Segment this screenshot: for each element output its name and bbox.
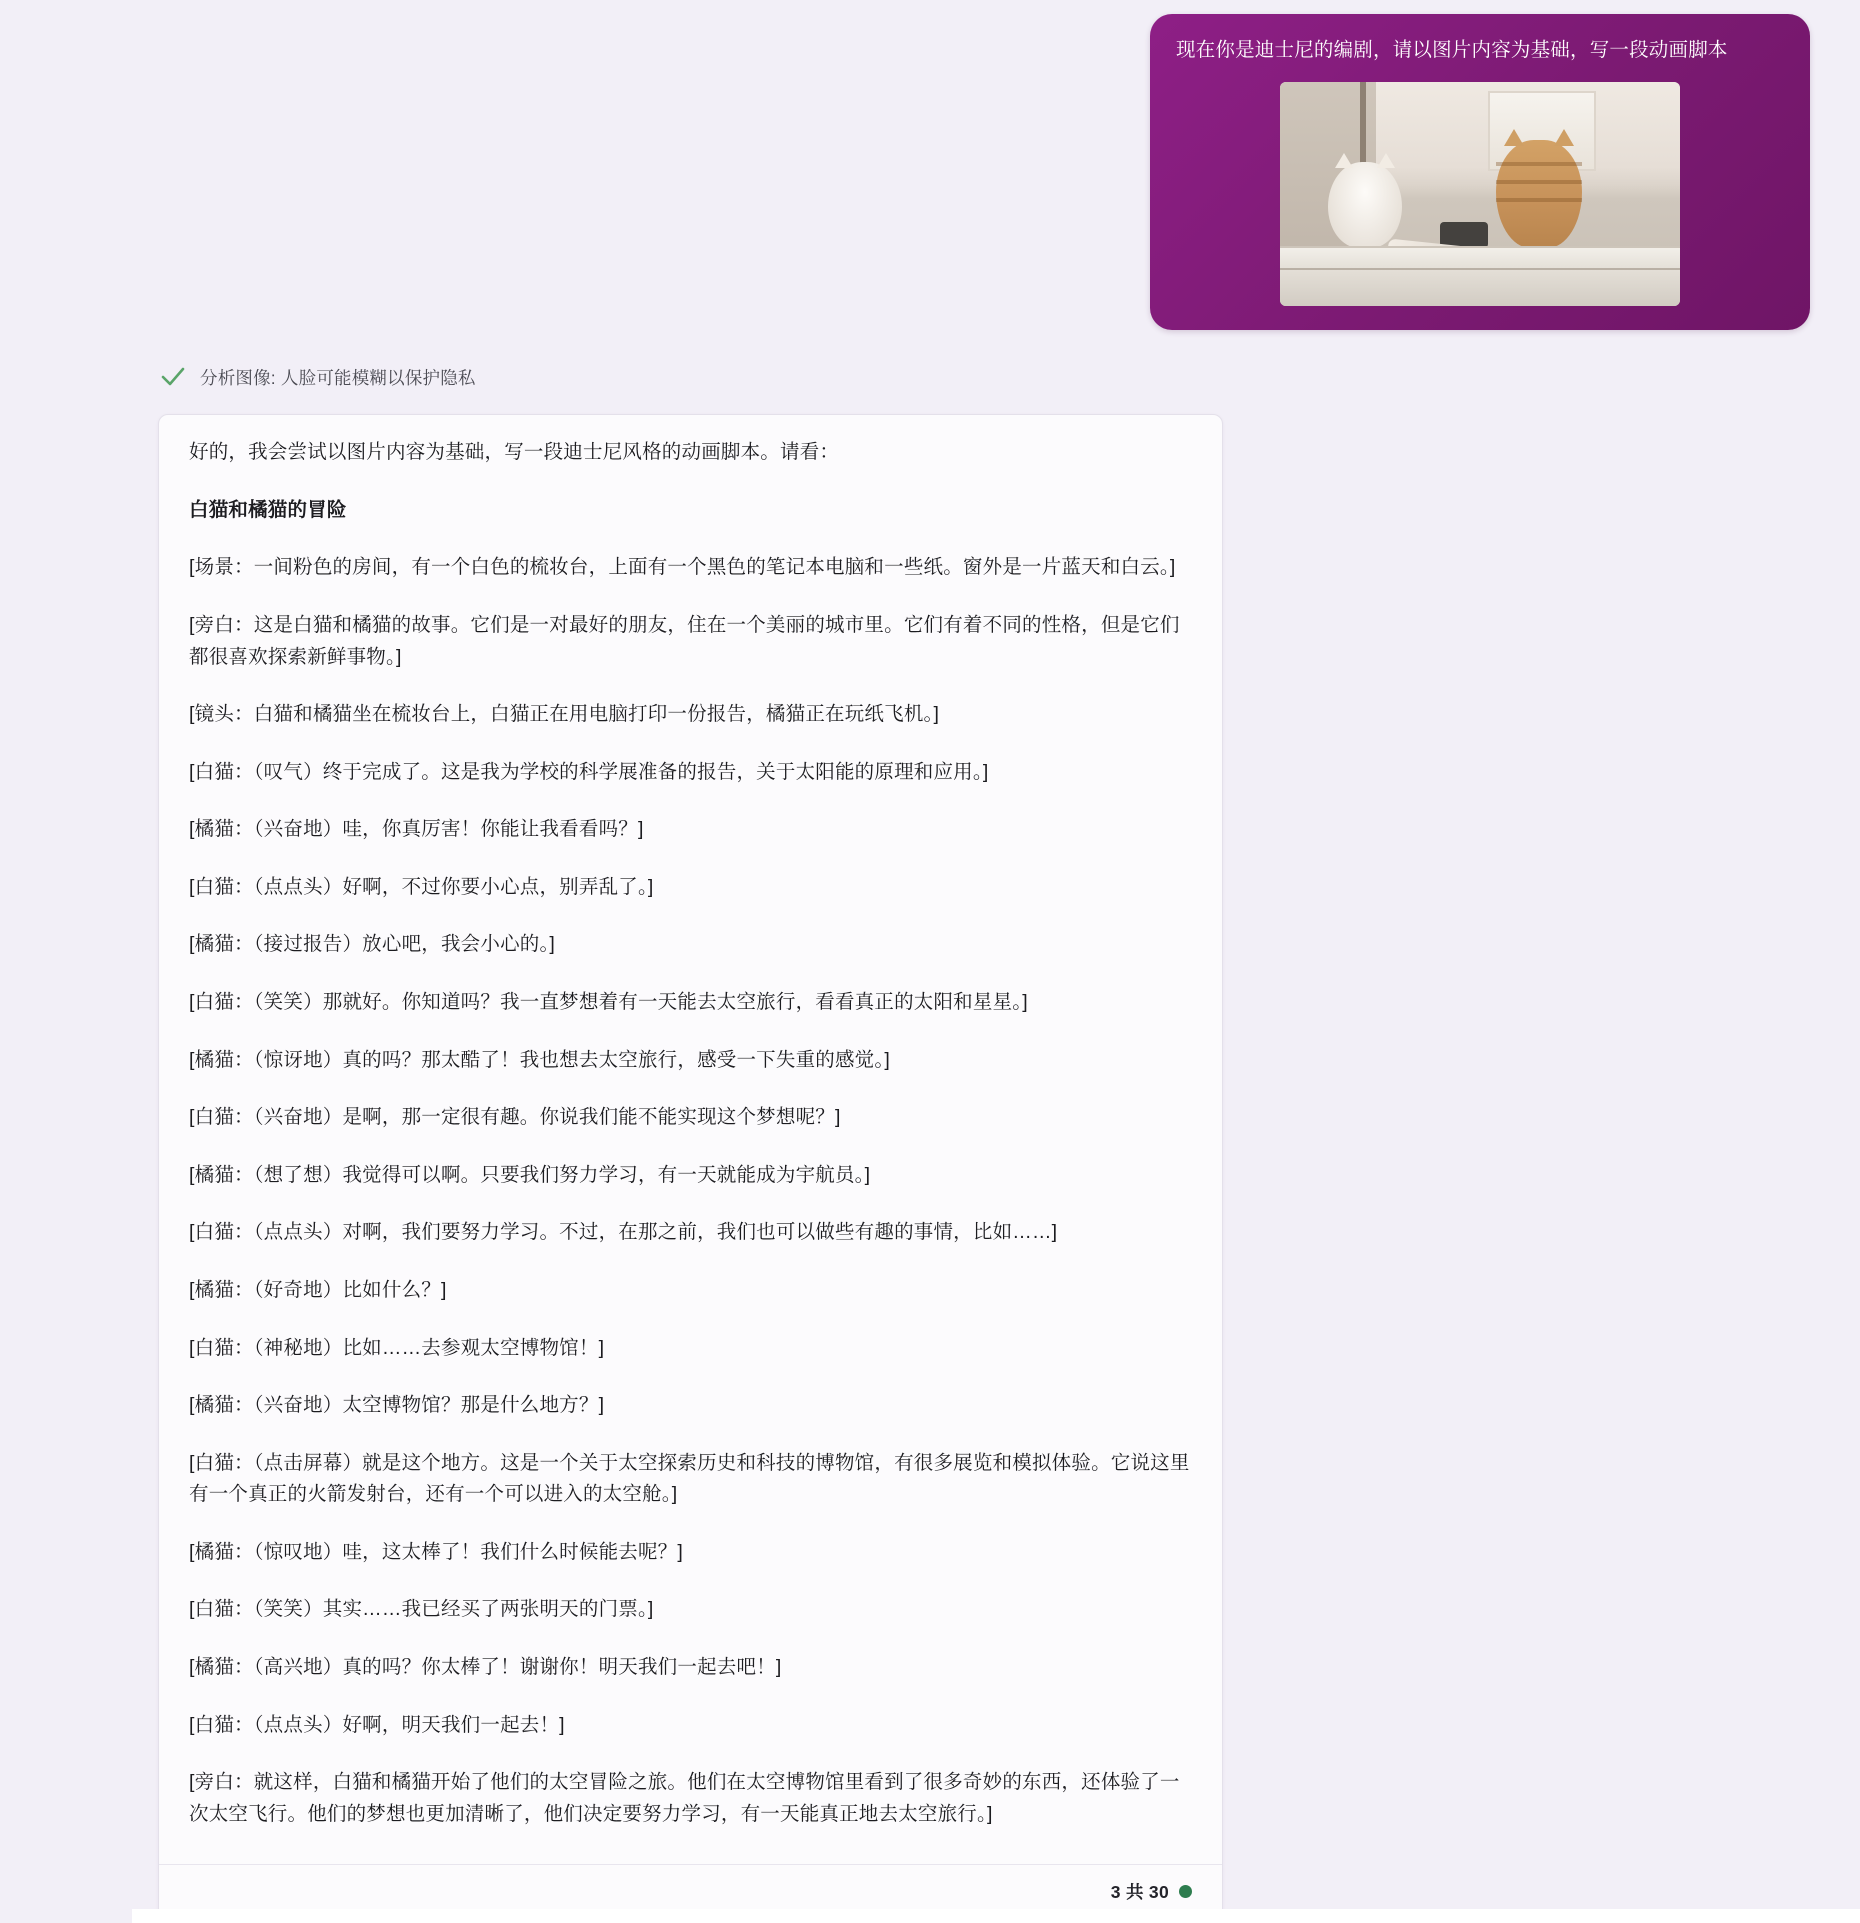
script-line: [橘猫：（惊讶地）真的吗？那太酷了！我也想去太空旅行，感受一下失重的感觉。] <box>189 1048 890 1071</box>
script-line: [橘猫：（高兴地）真的吗？你太棒了！谢谢你！明天我们一起去吧！] <box>189 1655 782 1678</box>
script-line: [橘猫：（好奇地）比如什么？] <box>189 1278 447 1301</box>
script-line: [橘猫：（兴奋地）太空博物馆？那是什么地方？] <box>189 1394 605 1417</box>
script-line: [白猫：（点点头）好啊，明天我们一起去！] <box>189 1713 565 1736</box>
bottom-strip <box>0 1909 1860 1923</box>
status-dot-icon <box>1179 1885 1192 1898</box>
script-line: [旁白：就这样，白猫和橘猫开始了他们的太空冒险之旅。他们在太空博物馆里看到了很多奇妙的东西，还体验了一次太空飞行。他们的梦想也更加清晰了，他们决定要努力学习，有一天能真正地去太空旅行。] <box>189 1771 1180 1825</box>
script-line: [旁白：这是白猫和橘猫的故事。它们是一对最好的朋友，住在一个美丽的城市里。它们有着不同的性格，但是它们都很喜欢探索新鲜事物。] <box>189 614 1180 668</box>
script-line: [白猫：（点点头）好啊，不过你要小心点，别弄乱了。] <box>189 875 654 898</box>
script-line: [白猫：（点击屏幕）就是这个地方。这是一个关于太空探索历史和科技的博物馆，有很多展览和模拟体验。它说这里有一个真正的火箭发射台，还有一个可以进入的太空舱。] <box>189 1451 1190 1506</box>
assistant-answer-card <box>158 414 1223 1923</box>
script-line: [橘猫：（惊叹地）哇，这太棒了！我们什么时候能去呢？] <box>189 1540 683 1563</box>
user-attached-image[interactable] <box>1280 82 1680 306</box>
check-icon <box>160 364 186 390</box>
user-message-bubble[interactable] <box>1150 14 1810 330</box>
script-line: [场景：一间粉色的房间，有一个白色的梳妆台，上面有一个黑色的笔记本电脑和一些纸。窗外是一片蓝天和白云。] <box>189 556 1176 579</box>
script-line: [橘猫：（想了想）我觉得可以啊。只要我们努力学习，有一天就能成为宇航员。] <box>189 1163 871 1186</box>
bottom-strip-left <box>0 1909 132 1923</box>
answer-intro: 好的，我会尝试以图片内容为基础，写一段迪士尼风格的动画脚本。请看： <box>189 441 840 464</box>
script-line: [橘猫：（接过报告）放心吧，我会小心的。] <box>189 933 556 956</box>
page-indicator: 3 共 30 <box>1110 1882 1169 1903</box>
script-line: [镜头：白猫和橘猫坐在梳妆台上，白猫正在用电脑打印一份报告，橘猫正在玩纸飞机。] <box>189 703 940 726</box>
script-line: [白猫：（笑笑）其实……我已经买了两张明天的门票。] <box>189 1598 654 1621</box>
script-line: [白猫：（叹气）终于完成了。这是我为学校的科学展准备的报告，关于太阳能的原理和应用。] <box>189 760 989 783</box>
script-line: [橘猫：（兴奋地）哇，你真厉害！你能让我看看吗？] <box>189 818 644 841</box>
script-line: [白猫：（兴奋地）是啊，那一定很有趣。你说我们能不能实现这个梦想呢？] <box>189 1106 841 1129</box>
script-line: [白猫：（笑笑）那就好。你知道吗？我一直梦想着有一天能去太空旅行，看看真正的太阳和星星。] <box>189 991 1028 1014</box>
analysis-status-row <box>160 364 1860 390</box>
cats-photo <box>1280 82 1680 306</box>
assistant-answer-body <box>159 415 1222 1864</box>
script-line: [白猫：（点点头）对啊，我们要努力学习。不过，在那之前，我们也可以做些有趣的事情，比如……] <box>189 1221 1058 1244</box>
answer-heading: 白猫和橘猫的冒险 <box>189 498 347 521</box>
analysis-status-text: 分析图像: 人脸可能模糊以保护隐私 <box>200 367 476 388</box>
script-line: [白猫：（神秘地）比如……去参观太空博物馆！] <box>189 1336 605 1359</box>
user-message-row <box>0 0 1860 330</box>
user-message-text: 现在你是迪士尼的编剧，请以图片内容为基础，写一段动画脚本 <box>1176 39 1728 61</box>
